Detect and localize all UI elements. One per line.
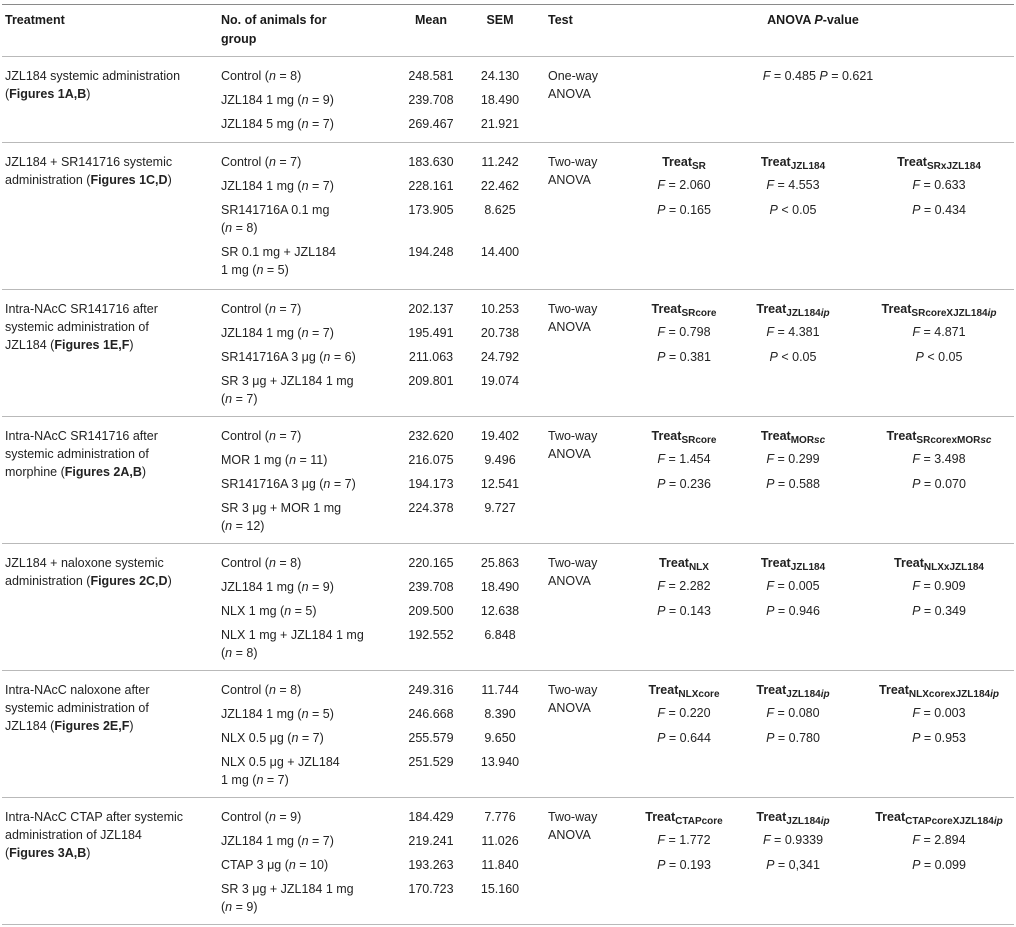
group-divider xyxy=(2,797,1014,798)
anova-f-value: F = 4.381 xyxy=(766,325,820,339)
test-name: ANOVA xyxy=(548,87,591,101)
header-anova-pvalue: ANOVA P-value xyxy=(767,13,859,27)
anova-p-value: P = 0.070 xyxy=(912,477,966,491)
treatment-text: morphine (Figures 2A,B) xyxy=(5,465,147,479)
header-mean: Mean xyxy=(415,13,447,27)
animals-group: CTAP 3 μg (n = 10) xyxy=(221,858,329,872)
animals-group: MOR 1 mg (n = 11) xyxy=(221,453,328,467)
sem-value: 11.242 xyxy=(481,155,519,169)
test-name: Two-way xyxy=(548,683,598,697)
animals-group: (n = 12) xyxy=(221,519,265,533)
anova-factor: Treat$_{JZL184ip}$ xyxy=(756,683,830,700)
test-name: Two-way xyxy=(548,429,598,443)
animals-group: NLX 0.5 μg + JZL184 xyxy=(221,755,340,769)
animals-group: SR141716A 3 μg (n = 6) xyxy=(221,350,356,364)
anova-f-value: F = 4.871 xyxy=(912,325,966,339)
anova-f-value: F = 1.454 xyxy=(657,452,711,466)
anova-factor: Treat$_{SRcoreXJZL184ip}$ xyxy=(881,302,997,319)
header-animals-line1: No. of animals for xyxy=(221,13,327,27)
animals-group: Control (n = 8) xyxy=(221,683,302,697)
sem-value: 19.402 xyxy=(480,429,520,443)
sem-value: 9.650 xyxy=(484,731,516,745)
animals-group: NLX 1 mg (n = 5) xyxy=(221,604,317,618)
sem-value: 10.253 xyxy=(480,302,520,316)
animals-group: Control (n = 8) xyxy=(221,556,302,570)
animals-group: Control (n = 7) xyxy=(221,302,302,316)
table-top-rule xyxy=(2,4,1014,5)
mean-value: 219.241 xyxy=(408,834,454,848)
sem-value: 7.776 xyxy=(484,810,516,824)
treatment-text: (Figures 1A,B) xyxy=(5,87,91,101)
sem-value: 19.074 xyxy=(480,374,520,388)
mean-value: 170.723 xyxy=(408,882,454,896)
anova-f-value: F = 3.498 xyxy=(912,452,966,466)
treatment-text: JZL184 + SR141716 systemic xyxy=(5,155,173,169)
animals-group: JZL184 1 mg (n = 7) xyxy=(221,326,334,340)
anova-p-value: P = 0.349 xyxy=(912,604,966,618)
animals-group: JZL184 1 mg (n = 7) xyxy=(221,179,334,193)
mean-value: 228.161 xyxy=(408,179,454,193)
anova-p-value: P = 0.143 xyxy=(657,604,711,618)
group-divider xyxy=(2,924,1014,925)
anova-factor: Treat$_{JZL184ip}$ xyxy=(756,810,830,827)
sem-value: 18.490 xyxy=(480,93,520,107)
header-sem: SEM xyxy=(486,13,514,27)
treatment-text: JZL184 (Figures 1E,F) xyxy=(5,338,134,352)
group-divider xyxy=(2,142,1014,143)
anova-f-value: F = 0.909 xyxy=(912,579,966,593)
anova-factor: Treat$_{NLXcore}$ xyxy=(648,683,720,700)
sem-value: 8.390 xyxy=(484,707,516,721)
sem-value: 15.160 xyxy=(480,882,520,896)
treatment-text: (Figures 3A,B) xyxy=(5,846,91,860)
anova-factor: Treat$_{SRcore}$ xyxy=(651,429,717,446)
anova-f-value: F = 2.894 xyxy=(912,833,966,847)
anova-f-value: F = 2.060 xyxy=(657,178,711,192)
anova-factor: Treat$_{SR}$ xyxy=(662,155,706,172)
test-name: ANOVA xyxy=(548,173,591,187)
sem-value: 11.840 xyxy=(481,858,519,872)
treatment-text: Intra-NAcC CTAP after systemic xyxy=(5,810,184,824)
mean-value: 216.075 xyxy=(408,453,454,467)
anova-p-value: P = 0.588 xyxy=(766,477,820,491)
mean-value: 193.263 xyxy=(408,858,454,872)
treatment-text: systemic administration of xyxy=(5,701,149,715)
treatment-text: administration (Figures 1C,D) xyxy=(5,173,172,187)
sem-value: 24.130 xyxy=(480,69,520,83)
animals-group: (n = 7) xyxy=(221,392,258,406)
mean-value: 173.905 xyxy=(408,203,454,217)
sem-value: 12.541 xyxy=(480,477,520,491)
animals-group: NLX 0.5 μg (n = 7) xyxy=(221,731,324,745)
anova-p-value: P = 0.946 xyxy=(766,604,820,618)
sem-value: 11.026 xyxy=(481,834,519,848)
mean-value: 209.500 xyxy=(408,604,454,618)
sem-value: 13.940 xyxy=(480,755,520,769)
header-bottom-rule xyxy=(2,56,1014,57)
test-name: ANOVA xyxy=(548,447,591,461)
sem-value: 9.496 xyxy=(484,453,516,467)
animals-group: JZL184 1 mg (n = 5) xyxy=(221,707,334,721)
sem-value: 11.744 xyxy=(481,683,519,697)
animals-group: JZL184 1 mg (n = 9) xyxy=(221,580,334,594)
anova-p-value: P = 0.953 xyxy=(912,731,966,745)
anova-factor: Treat$_{SRcore}$ xyxy=(651,302,717,319)
header-test: Test xyxy=(548,13,573,27)
test-name: Two-way xyxy=(548,810,598,824)
mean-value: 224.378 xyxy=(408,501,454,515)
oneway-anova-stat: F = 0.485 P = 0.621 xyxy=(762,69,874,83)
mean-value: 194.173 xyxy=(408,477,454,491)
mean-value: 255.579 xyxy=(408,731,454,745)
animals-group: (n = 8) xyxy=(221,646,258,660)
anova-p-value: P = 0.165 xyxy=(657,203,711,217)
mean-value: 248.581 xyxy=(408,69,454,83)
animals-group: SR 3 μg + JZL184 1 mg xyxy=(221,374,354,388)
animals-group: NLX 1 mg + JZL184 1 mg xyxy=(221,628,364,642)
mean-value: 251.529 xyxy=(408,755,454,769)
test-name: ANOVA xyxy=(548,701,591,715)
mean-value: 239.708 xyxy=(408,580,454,594)
mean-value: 220.165 xyxy=(408,556,454,570)
animals-group: Control (n = 8) xyxy=(221,69,302,83)
mean-value: 269.467 xyxy=(408,117,454,131)
test-name: ANOVA xyxy=(548,320,591,334)
animals-group: Control (n = 7) xyxy=(221,155,302,169)
anova-p-value: P = 0.434 xyxy=(912,203,966,217)
mean-value: 232.620 xyxy=(408,429,454,443)
test-name: Two-way xyxy=(548,556,598,570)
treatment-text: administration of JZL184 xyxy=(5,828,142,842)
test-name: One-way xyxy=(548,69,599,83)
anova-p-value: P = 0.236 xyxy=(657,477,711,491)
mean-value: 249.316 xyxy=(408,683,454,697)
mean-value: 192.552 xyxy=(408,628,454,642)
animals-group: Control (n = 9) xyxy=(221,810,302,824)
anova-f-value: F = 0.299 xyxy=(766,452,820,466)
header-animals-line2: group xyxy=(221,32,257,46)
anova-f-value: F = 0.005 xyxy=(766,579,820,593)
group-divider xyxy=(2,543,1014,544)
animals-group: (n = 8) xyxy=(221,221,258,235)
sem-value: 24.792 xyxy=(480,350,520,364)
group-divider xyxy=(2,289,1014,290)
sem-value: 25.863 xyxy=(480,556,520,570)
anova-factor: Treat$_{SRcorexMORsc}$ xyxy=(886,429,992,446)
anova-p-value: P = 0.644 xyxy=(657,731,711,745)
sem-value: 8.625 xyxy=(484,203,516,217)
treatment-text: Intra-NAcC naloxone after xyxy=(5,683,150,697)
animals-group: 1 mg (n = 7) xyxy=(221,773,289,787)
anova-f-value: F = 0.798 xyxy=(657,325,711,339)
anova-factor: Treat$_{MORsc}$ xyxy=(760,429,826,446)
mean-value: 194.248 xyxy=(408,245,454,259)
treatment-text: JZL184 systemic administration xyxy=(5,69,181,83)
mean-value: 209.801 xyxy=(408,374,454,388)
header-treatment: Treatment xyxy=(5,13,65,27)
animals-group: JZL184 1 mg (n = 7) xyxy=(221,834,334,848)
animals-group: SR141716A 0.1 mg xyxy=(221,203,330,217)
anova-p-value: P = 0.780 xyxy=(766,731,820,745)
animals-group: (n = 9) xyxy=(221,900,258,914)
anova-p-value: P = 0,341 xyxy=(766,858,820,872)
sem-value: 6.848 xyxy=(484,628,516,642)
anova-p-value: P = 0.381 xyxy=(657,350,711,364)
mean-value: 195.491 xyxy=(408,326,454,340)
anova-factor: Treat$_{NLXxJZL184}$ xyxy=(894,556,984,573)
anova-f-value: F = 0.9339 xyxy=(762,833,824,847)
anova-f-value: F = 0.080 xyxy=(766,706,820,720)
mean-value: 239.708 xyxy=(408,93,454,107)
anova-f-value: F = 4.553 xyxy=(766,178,820,192)
treatment-text: systemic administration of xyxy=(5,447,149,461)
anova-factor: Treat$_{SRxJZL184}$ xyxy=(897,155,981,172)
anova-factor: Treat$_{JZL184}$ xyxy=(760,556,826,573)
animals-group: SR 3 μg + MOR 1 mg xyxy=(221,501,342,515)
anova-p-value: P = 0.193 xyxy=(657,858,711,872)
mean-value: 202.137 xyxy=(408,302,454,316)
anova-factor: Treat$_{JZL184ip}$ xyxy=(756,302,830,319)
group-divider xyxy=(2,670,1014,671)
test-name: ANOVA xyxy=(548,828,591,842)
anova-p-value: P < 0.05 xyxy=(769,350,817,364)
animals-group: 1 mg (n = 5) xyxy=(221,263,289,277)
treatment-text: JZL184 + naloxone systemic xyxy=(5,556,164,570)
mean-value: 184.429 xyxy=(408,810,454,824)
sem-value: 21.921 xyxy=(480,117,520,131)
sem-value: 18.490 xyxy=(480,580,520,594)
anova-p-value: P = 0.099 xyxy=(912,858,966,872)
test-name: Two-way xyxy=(548,302,598,316)
animals-group: JZL184 1 mg (n = 9) xyxy=(221,93,334,107)
treatment-text: JZL184 (Figures 2E,F) xyxy=(5,719,134,733)
mean-value: 246.668 xyxy=(408,707,454,721)
animals-group: Control (n = 7) xyxy=(221,429,302,443)
mean-value: 183.630 xyxy=(408,155,454,169)
anova-f-value: F = 2.282 xyxy=(657,579,711,593)
anova-factor: Treat$_{CTAPcore}$ xyxy=(645,810,723,827)
group-divider xyxy=(2,416,1014,417)
anova-p-value: P < 0.05 xyxy=(769,203,817,217)
sem-value: 9.727 xyxy=(484,501,516,515)
sem-value: 22.462 xyxy=(480,179,520,193)
anova-p-value: P < 0.05 xyxy=(915,350,963,364)
anova-f-value: F = 0.633 xyxy=(912,178,966,192)
anova-factor: Treat$_{CTAPcoreXJZL184ip}$ xyxy=(875,810,1003,827)
animals-group: SR 0.1 mg + JZL184 xyxy=(221,245,336,259)
test-name: Two-way xyxy=(548,155,598,169)
animals-group: SR141716A 3 μg (n = 7) xyxy=(221,477,356,491)
anova-factor: Treat$_{NLXcorexJZL184ip}$ xyxy=(879,683,999,700)
anova-f-value: F = 0.220 xyxy=(657,706,711,720)
mean-value: 211.063 xyxy=(408,350,454,364)
anova-factor: Treat$_{JZL184}$ xyxy=(760,155,826,172)
anova-f-value: F = 1.772 xyxy=(657,833,711,847)
sem-value: 12.638 xyxy=(480,604,520,618)
animals-group: SR 3 μg + JZL184 1 mg xyxy=(221,882,354,896)
treatment-text: Intra-NAcC SR141716 after xyxy=(5,429,158,443)
treatment-text: systemic administration of xyxy=(5,320,149,334)
treatment-text: administration (Figures 2C,D) xyxy=(5,574,172,588)
anova-f-value: F = 0.003 xyxy=(912,706,966,720)
treatment-text: Intra-NAcC SR141716 after xyxy=(5,302,158,316)
anova-factor: Treat$_{NLX}$ xyxy=(659,556,709,573)
sem-value: 20.738 xyxy=(480,326,520,340)
sem-value: 14.400 xyxy=(480,245,520,259)
test-name: ANOVA xyxy=(548,574,591,588)
animals-group: JZL184 5 mg (n = 7) xyxy=(221,117,334,131)
